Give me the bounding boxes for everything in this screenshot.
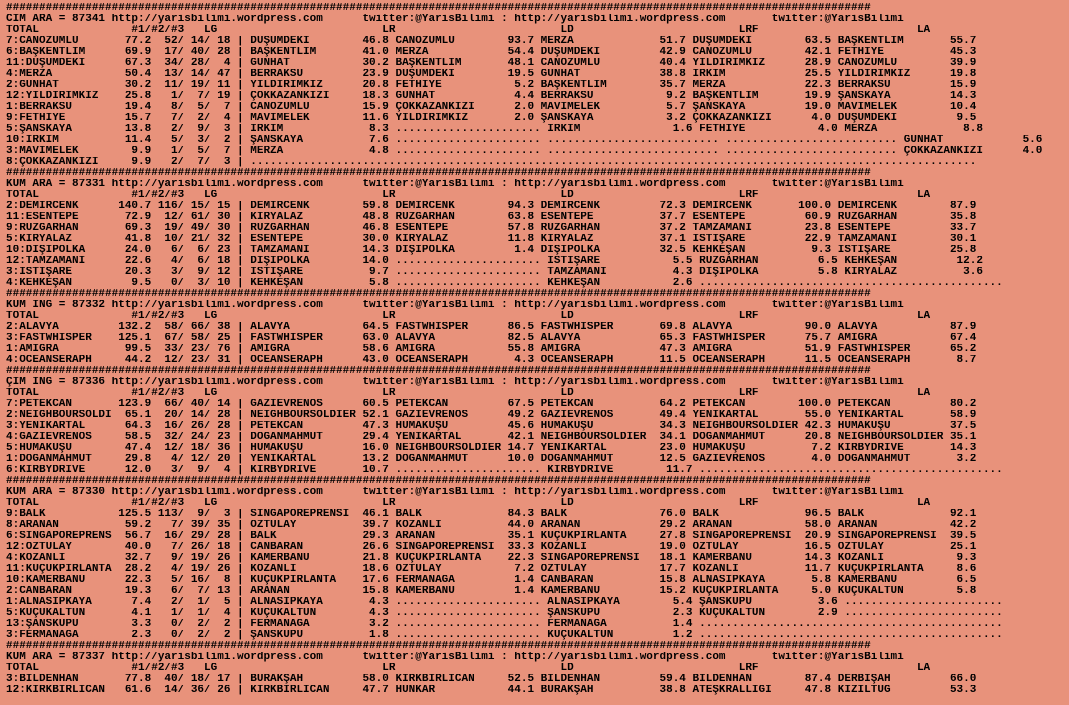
text-line: 9:FETHİYE 15.7 7/ 2/ 4 | MAVİMELEK 11.6 YILDIRIMKIZ 2.0 ŞANSKAYA 3.2 ÇOKKAZANKIZI 4.0 DÜŞÜMDEKİ 9.5 (6, 113, 977, 124)
text-line: 12:TAMZAMANI 22.6 4/ 6/ 18 | DİŞİPOLKA 14.0 ...................... İSTİŞARE 5.5 RÜZGARHAN 6.5 KEHKEŞAN 12.2 (6, 256, 983, 267)
text-line: 2:DEMİRCENK 140.7 116/ 15/ 15 | DEMİRCENK 59.8 DEMİRCENK 94.3 DEMİRCENK 72.3 DEMİRCENK 100.0 DEMİRCENK 87.9 (6, 201, 977, 212)
text-line: 2:ALAVYA 132.2 58/ 66/ 38 | ALAVYA 64.5 FASTWHISPER 86.5 FASTWHISPER 69.8 ALAVYA 90.0 ALAVYA 87.9 (6, 322, 977, 333)
text-line: 8:ARANAN 59.2 7/ 39/ 35 | ÖZTÜLAY 39.7 KOZANLI 44.0 ARANAN 29.2 ARANAN 58.0 ARANAN 42.2 (6, 520, 977, 531)
text-line: 5:KÜÇÜKALTUN 4.1 1/ 1/ 4 | KÜÇÜKALTUN 4.3 ...................... ŞANSKÜPÜ 2.3 KÜÇÜKALTUN 2.9 ........................ (6, 608, 1003, 619)
text-line: 3:FERMANAĞA 2.3 0/ 2/ 2 | ŞANSKÜPÜ 1.8 ...................... KÜÇÜKALTUN 1.2 .............................................. (6, 630, 1003, 641)
text-line: 5:HUMAKUŞU 47.4 12/ 18/ 36 | HUMAKUŞU 16.0 NEIGHBOURSOLDIER 14.7 YENİKARTAL 23.0 HUMAKUŞU 7.2 KIRBYDRIVE 14.3 (6, 443, 977, 454)
text-line: 7:CANÖZÜMLÜ 77.2 52/ 14/ 18 | DÜŞÜMDEKİ 46.8 CANÖZÜMLÜ 93.7 MERZA 51.7 DÜŞÜMDEKİ 63.5 BAŞKENTLİM 55.7 (6, 36, 977, 47)
text-line: TOTAL #1/#2/#3 LG LR LD LRF LA (6, 25, 931, 36)
text-line: 6:BAŞKENTLİM 69.9 17/ 40/ 28 | BAŞKENTLİM 41.0 MERZA 54.4 DÜŞÜMDEKİ 42.9 CANÖZÜMLÜ 42.1 FETHİYE 45.3 (6, 47, 977, 58)
text-line: 3:MAVİMELEK 9.9 1/ 5/ 7 | MERZA 4.8 ...................... .......................... .......................... ÇOKKAZANKIZI 4.0 (6, 146, 1043, 157)
text-line: 11:KÜÇÜKPIRLANTA 28.2 4/ 19/ 26 | KOZANLI 18.6 ÖZTÜLAY 7.2 ÖZTÜLAY 17.7 KOZANLI 11.7 KÜÇÜKPIRLANTA 8.6 (6, 564, 977, 575)
text-line: 11:ESENTEPE 72.9 12/ 61/ 30 | KIRYALAZ 48.8 RÜZGARHAN 63.8 ESENTEPE 37.7 ESENTEPE 60.9 RÜZGARHAN 35.8 (6, 212, 977, 223)
text-line: 3:BİLDENHAN 77.8 40/ 18/ 17 | BURAKŞAH 58.0 KIRKBİRLİCAN 52.5 BİLDENHAN 59.4 BİLDENHAN 87.4 DERBİŞAH 66.0 (6, 674, 977, 685)
text-line: 13:ŞANSKÜPÜ 3.3 0/ 2/ 2 | FERMANAĞA 3.2 ...................... FERMANAĞA 1.4 .............................................. (6, 619, 1003, 630)
text-line: 5:ŞANSKAYA 13.8 2/ 9/ 3 | IRKIM 8.3 ...................... IRKIM 1.6 FETHİYE 4.0 MERZA 8.8 (6, 124, 983, 135)
text-line: 12:YILDIRIMKIZ 25.8 1/ 7/ 19 | ÇOKKAZANKIZI 18.3 GÜNHAT 4.4 BERRAKSU 9.2 BAŞKENTLİM 19.9 ŞANSKAYA 14.3 (6, 91, 977, 102)
text-line: KUM ARA = 87331 http://yarisbilimi.wordpress.com twitter:@YarisBilimi : http://yarisbilimi.wordpress.com twitter:@YarisBilimi (6, 179, 904, 190)
text-line: 9:BALK 125.5 113/ 9/ 3 | SİNGAPOREPRENSİ 46.1 BALK 84.3 BALK 76.0 BALK 96.5 BALK 92.1 (6, 509, 977, 520)
text-line: 12:ÖZTÜLAY 40.0 7/ 26/ 18 | CANBARAN 26.6 SİNGAPOREPRENSİ 33.3 KOZANLI 19.0 ÖZTÜLAY 16.5 ÖZTÜLAY 25.1 (6, 542, 977, 553)
text-line: TOTAL #1/#2/#3 LG LR LD LRF LA (6, 190, 931, 201)
text-line: KUM ARA = 87330 http://yarisbilimi.wordpress.com twitter:@YarisBilimi : http://yarisbilimi.wordpress.com twitter:@YarisBilimi (6, 487, 904, 498)
text-line: 3:FASTWHISPER 125.1 67/ 58/ 25 | FASTWHISPER 63.0 ALAVYA 82.5 ALAVYA 65.3 FASTWHISPER 75.7 AMİGRA 67.4 (6, 333, 977, 344)
text-line: TOTAL #1/#2/#3 LG LR LD LRF LA (6, 498, 931, 509)
text-line: TOTAL #1/#2/#3 LG LR LD LRF LA (6, 311, 931, 322)
separator-line: ################################################################################################################################### (6, 641, 871, 652)
text-line: 10:DİŞİPOLKA 24.0 6/ 6/ 23 | TAMZAMANI 14.3 DİŞİPOLKA 1.4 DİŞİPOLKA 32.5 KEHKEŞAN 9.3 İSTİŞARE 25.8 (6, 245, 977, 256)
text-line: 1:DOĞANMAHMUT 29.8 4/ 12/ 20 | YENİKARTAL 13.2 DOĞANMAHMUT 10.0 DOĞANMAHMUT 12.5 GAZİEVRENOS 4.0 DOĞANMAHMUT 3.2 (6, 454, 977, 465)
separator-line: ################################################################################################################################### (6, 476, 871, 487)
text-line: 8:ÇOKKAZANKIZI 9.9 2/ 7/ 3 | .............................................................................................................. (6, 157, 977, 168)
text-line: 4:MERZA 50.4 13/ 14/ 47 | BERRAKSU 23.9 DÜŞÜMDEKİ 19.5 GÜNHAT 38.8 IRKIM 25.5 YILDIRIMKIZ 19.8 (6, 69, 977, 80)
text-line: 6:KIRBYDRIVE 12.0 3/ 9/ 4 | KIRBYDRIVE 10.7 ...................... KIRBYDRIVE 11.7 .............................................. (6, 465, 1003, 476)
text-line: TOTAL #1/#2/#3 LG LR LD LRF LA (6, 388, 931, 399)
text-line: 4:OCEANSERAPH 44.2 12/ 23/ 31 | OCEANSERAPH 43.0 OCEANSERAPH 4.3 OCEANSERAPH 11.5 OCEANSERAPH 11.5 OCEANSERAPH 8.7 (6, 355, 977, 366)
text-line: CIM ARA = 87341 http://yarisbilimi.wordpress.com twitter:@YarisBilimi : http://yarisbilimi.wordpress.com twitter:@YarisBilimi (6, 14, 904, 25)
text-line: KUM ARA = 87337 http://yarisbilimi.wordpress.com twitter:@YarisBilimi : http://yarisbilimi.wordpress.com twitter:@YarisBilimi (6, 652, 904, 663)
text-line: 1:ALNASİPKAYA 7.4 2/ 1/ 5 | ALNASİPKAYA 4.3 ...................... ALNASİPKAYA 5.4 ŞANSKÜPÜ 3.6 ........................ (6, 597, 1003, 608)
text-line: 11:DÜŞÜMDEKİ 67.3 34/ 28/ 4 | GÜNHAT 30.2 BAŞKENTLİM 48.1 CANÖZÜMLÜ 40.4 YILDIRIMKIZ 28.9 CANÖZÜMLÜ 39.9 (6, 58, 977, 69)
text-line: KUM ING = 87332 http://yarisbilimi.wordpress.com twitter:@YarisBilimi : http://yarisbilimi.wordpress.com twitter:@YarisBilimi (6, 300, 904, 311)
text-line: 4:KEHKEŞAN 9.5 0/ 3/ 10 | KEHKEŞAN 5.8 ...................... KEHKEŞAN 2.6 .............................................. (6, 278, 1003, 289)
separator-line: ################################################################################################################################### (6, 366, 871, 377)
separator-line: ################################################################################################################################### (6, 3, 871, 14)
text-line: 3:YENİKARTAL 64.3 16/ 26/ 28 | PETEKCAN 47.3 HUMAKUŞU 45.6 HUMAKUŞU 34.3 NEIGHBOURSOLDIER 42.3 HUMAKUŞU 37.5 (6, 421, 977, 432)
text-line: 1:AMİGRA 99.5 33/ 23/ 76 | AMİGRA 58.6 AMİGRA 55.8 AMİGRA 47.3 AMİGRA 51.9 FASTWHISPER 65.2 (6, 344, 977, 355)
text-line: 6:SİNGAPOREPRENS 56.7 16/ 29/ 28 | BALK 29.3 ARANAN 35.1 KÜÇÜKPIRLANTA 27.8 SİNGAPOREPRENSİ 20.9 SİNGAPOREPRENSİ 39.5 (6, 531, 977, 542)
text-line: 10:KAMERBANU 22.3 5/ 16/ 8 | KÜÇÜKPIRLANTA 17.6 FERMANAĞA 1.4 CANBARAN 15.8 ALNASİPKAYA 5.8 KAMERBANU 6.5 (6, 575, 977, 586)
text-line: TOTAL #1/#2/#3 LG LR LD LRF LA (6, 663, 931, 674)
text-line: 5:KIRYALAZ 41.8 10/ 21/ 32 | ESENTEPE 30.0 KIRYALAZ 11.8 KIRYALAZ 37.1 İSTİŞARE 22.9 TAMZAMANI 30.1 (6, 234, 977, 245)
text-line: 2:NEIGHBOURSOLDI 65.1 20/ 14/ 28 | NEIGHBOURSOLDIER 52.1 GAZİEVRENOS 49.2 GAZİEVRENOS 49.4 YENİKARTAL 55.0 YENİKARTAL 58.9 (6, 410, 977, 421)
text-line: 9:RÜZGARHAN 69.3 19/ 49/ 30 | RÜZGARHAN 46.8 ESENTEPE 57.8 RÜZGARHAN 37.2 TAMZAMANI 23.8 ESENTEPE 33.7 (6, 223, 977, 234)
text-line: 2:CANBARAN 19.3 6/ 7/ 13 | ARANAN 15.8 KAMERBANU 1.4 KAMERBANU 15.2 KÜÇÜKPIRLANTA 5.0 KÜÇÜKALTUN 5.8 (6, 586, 977, 597)
text-line: 3:İSTİŞARE 20.3 3/ 9/ 12 | İSTİŞARE 9.7 ...................... TAMZAMANI 4.3 DİŞİPOLKA 5.8 KIRYALAZ 3.6 (6, 267, 983, 278)
text-line: 4:KOZANLI 32.7 9/ 19/ 26 | KAMERBANU 21.8 KÜÇÜKPIRLANTA 22.3 SİNGAPOREPRENSİ 18.1 KAMERBANU 14.3 KOZANLI 9.3 (6, 553, 977, 564)
separator-line: ################################################################################################################################### (6, 168, 871, 179)
text-line: 10:IRKIM 11.4 5/ 3/ 2 | ŞANSKAYA 7.6 ...................... .......................... .......................... GÜNHAT 5.6 (6, 135, 1043, 146)
separator-line: ################################################################################################################################### (6, 289, 871, 300)
text-line: 2:GÜNHAT 30.2 11/ 19/ 11 | YILDIRIMKIZ 20.8 FETHİYE 5.2 BAŞKENTLİM 35.7 MERZA 22.3 BERRAKSU 15.9 (6, 80, 977, 91)
text-line: ÇİM İNG = 87336 http://yarisbilimi.wordpress.com twitter:@YarisBilimi : http://yarisbilimi.wordpress.com twitter:@YarisBilimi (6, 377, 904, 388)
text-line: 4:GAZİEVRENOS 58.5 32/ 24/ 23 | DOĞANMAHMUT 29.4 YENİKARTAL 42.1 NEIGHBOURSOLDIER 34.1 DOĞANMAHMUT 20.8 NEIGHBOURSOLDIER 35.1 (6, 432, 977, 443)
text-line: 1:BERRAKSU 19.4 8/ 5/ 7 | CANÖZÜMLÜ 15.9 ÇOKKAZANKIZI 2.0 MAVİMELEK 5.7 ŞANSKAYA 19.0 MAVİMELEK 10.4 (6, 102, 977, 113)
text-line: 7:PETEKCAN 123.9 66/ 40/ 14 | GAZİEVRENOS 60.5 PETEKCAN 67.5 PETEKCAN 64.2 PETEKCAN 100.0 PETEKCAN 80.2 (6, 399, 977, 410)
text-line: 12:KIRKBİRLİCAN 61.6 14/ 36/ 26 | KIRKBİRLİCAN 47.7 HÜNKAR 44.1 BURAKŞAH 38.8 ATEŞKRALLIĞI 47.8 KIZILTUĞ 53.3 (6, 685, 977, 696)
